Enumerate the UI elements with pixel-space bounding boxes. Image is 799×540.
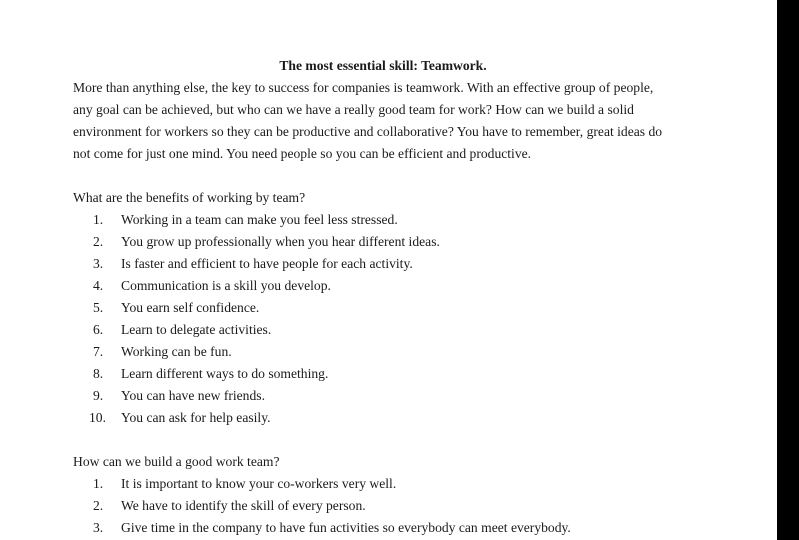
- scrollbar-edge: [777, 0, 799, 540]
- list-text: Working in a team can make you feel less stressed.: [121, 212, 398, 227]
- list-text: You can ask for help easily.: [121, 410, 271, 425]
- list-number: 3.: [93, 520, 104, 535]
- list-text: You earn self confidence.: [121, 300, 260, 315]
- list-number: 9.: [93, 388, 104, 403]
- list-number: 10.: [89, 410, 106, 425]
- list-item: [73, 297, 693, 319]
- intro-line: environment for workers so they can be productive and collaborative? You have to remember, great ideas do: [73, 124, 663, 139]
- list-text: You grow up professionally when you hear different ideas.: [121, 234, 440, 249]
- list-number: 3.: [93, 256, 104, 271]
- document-body: [73, 55, 693, 539]
- list-item: [73, 473, 693, 495]
- list-number: 5.: [93, 300, 104, 315]
- list-number: 8.: [93, 366, 104, 381]
- intro-line: More than anything else, the key to success for companies is teamwork. With an effective group of people,: [73, 80, 654, 95]
- list-item: [73, 319, 693, 341]
- list-item: [73, 495, 693, 517]
- list-number: 1.: [93, 476, 104, 491]
- benefits-heading: What are the benefits of working by team?: [73, 190, 306, 205]
- list-number: 2.: [93, 234, 104, 249]
- list-item: [73, 385, 693, 407]
- list-text: It is important to know your co-workers very well.: [121, 476, 397, 491]
- build-steps-list: [73, 473, 693, 539]
- list-number: 7.: [93, 344, 104, 359]
- list-text: Learn different ways to do something.: [121, 366, 329, 381]
- list-text: You can have new friends.: [121, 388, 265, 403]
- intro-line: not come for just one mind. You need people so you can be efficient and productive.: [73, 146, 532, 161]
- list-item: [73, 253, 693, 275]
- intro-line: any goal can be achieved, but who can we have a really good team for work? How can we build a solid: [73, 102, 634, 117]
- list-item: [73, 275, 693, 297]
- list-item: [73, 363, 693, 385]
- benefits-list: [73, 209, 693, 429]
- list-number: 1.: [93, 212, 104, 227]
- list-item: [73, 209, 693, 231]
- list-item: [73, 517, 693, 539]
- list-item: [73, 341, 693, 363]
- build-heading: How can we build a good work team?: [73, 454, 280, 469]
- list-text: Working can be fun.: [121, 344, 232, 359]
- list-number: 6.: [93, 322, 104, 337]
- list-number: 4.: [93, 278, 104, 293]
- list-item: [73, 231, 693, 253]
- list-text: Communication is a skill you develop.: [121, 278, 331, 293]
- list-text: We have to identify the skill of every person.: [121, 498, 366, 513]
- list-number: 2.: [93, 498, 104, 513]
- list-text: Give time in the company to have fun activities so everybody can meet everybody.: [121, 520, 571, 535]
- intro-paragraph: [73, 77, 693, 165]
- list-item: [73, 407, 693, 429]
- list-text: Learn to delegate activities.: [121, 322, 272, 337]
- list-text: Is faster and efficient to have people for each activity.: [121, 256, 413, 271]
- document-title: The most essential skill: Teamwork.: [279, 58, 487, 73]
